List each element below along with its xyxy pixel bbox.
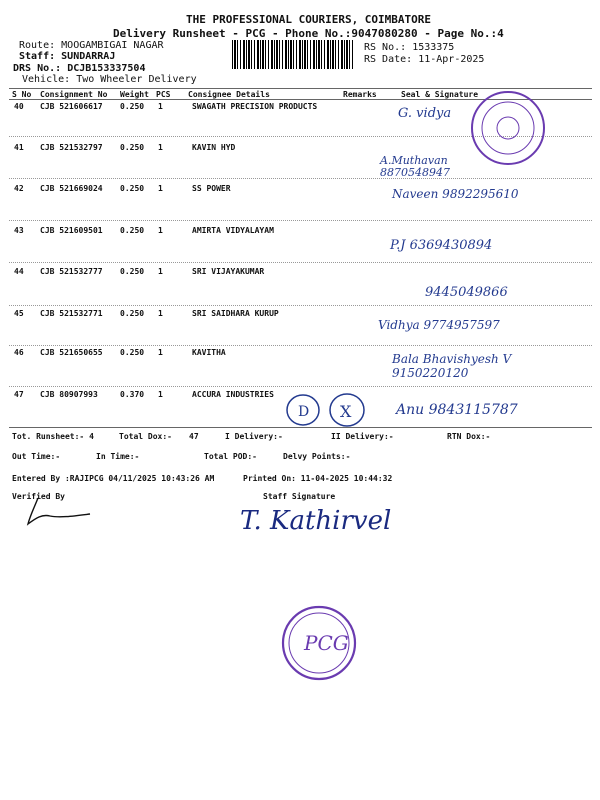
col-pcs: PCS [156,90,171,99]
row-consignee: ACCURA INDUSTRIES [192,390,274,399]
table-bottom-rule [9,427,592,428]
row-consignment: CJB 521532771 [40,309,103,318]
drs-label: DRS No.: [13,63,62,74]
svg-text:X: X [340,402,352,421]
in-time: In Time:- [96,452,140,461]
row-weight: 0.250 [120,309,145,318]
vehicle-label: Vehicle: [22,74,71,85]
col-consignment: Consignment No [40,90,108,99]
row-weight: 0.250 [120,184,145,193]
row-pcs: 1 [158,143,163,152]
row-sno: 47 [14,390,24,399]
row-divider [9,386,592,387]
drs-line [13,63,145,74]
i-delivery: I Delivery:- [225,432,283,441]
vehicle-value: Two Wheeler Delivery [76,74,197,85]
total-pod: Total POD:- [204,452,257,461]
row-consignment: CJB 521606617 [40,102,103,111]
rs-no-value: 1533375 [412,42,455,53]
row-sno: 40 [14,102,24,111]
row-sno: 42 [14,184,24,193]
col-weight: Weight [120,90,149,99]
row-pcs: 1 [158,390,163,399]
row-consignee: SS POWER [192,184,231,193]
delivery-seal-stamp [468,88,548,168]
row-sno: 43 [14,226,24,235]
row-consignment: CJB 521669024 [40,184,103,193]
staff-signature-hand: T. Kathirvel [240,506,392,536]
staff-value: SUNDARRAJ [61,51,116,62]
row-signature: 9445049866 [425,285,508,300]
row-weight: 0.250 [120,267,145,276]
row-consignment: CJB 521532777 [40,267,103,276]
drs-value: DCJB153337504 [67,63,146,74]
tot-runsheet: Tot. Runsheet:- 4 [12,432,94,441]
route-label: Route: [19,40,56,51]
total-dox-label: Total Dox:- [119,432,172,441]
entered-by: Entered By :RAJIPCG 04/11/2025 10:43:26 AM [12,474,215,483]
col-seal-signature: Seal & Signature [401,90,479,99]
col-sno: S No [12,90,32,99]
verified-signature-mark [24,496,94,528]
row-consignee: KAVIN HYD [192,143,236,152]
row-signature: Naveen 9892295610 [392,187,519,201]
row-pcs: 1 [158,226,163,235]
verified-by-label: Verified By [12,492,65,501]
row-sno: 44 [14,267,24,276]
row-consignment: CJB 80907993 [40,390,98,399]
row-divider [9,345,592,346]
circled-marks [285,392,375,428]
row-divider [9,220,592,221]
row-pcs: 1 [158,267,163,276]
row-signature: P.J 6369430894 [390,238,493,253]
row-consignee: SWAGATH PRECISION PRODUCTS [192,102,318,111]
row-weight: 0.250 [120,348,145,357]
company-name: THE PROFESSIONAL COURIERS, COIMBATORE [186,13,432,26]
vehicle-line [22,74,197,85]
row-pcs: 1 [158,348,163,357]
rs-no-label: RS No.: [364,42,407,53]
row-signature: Anu 9843115787 [396,402,518,418]
out-time: Out Time:- [12,452,61,461]
svg-text:D: D [298,404,310,420]
total-dox-value: 47 [189,432,199,441]
row-sno: 45 [14,309,24,318]
row-consignee: KAVITHA [192,348,226,357]
rs-date-line [364,54,484,65]
row-weight: 0.250 [120,143,145,152]
row-consignee: AMIRTA VIDYALAYAM [192,226,274,235]
col-consignee: Consignee Details [188,90,270,99]
staff-signature-label: Staff Signature [263,492,336,501]
row-signature: A.Muthavan 8870548947 [380,154,450,179]
row-sno: 46 [14,348,24,357]
row-consignment: CJB 521650655 [40,348,103,357]
row-sno: 41 [14,143,24,152]
row-consignment: CJB 521532797 [40,143,103,152]
row-pcs: 1 [158,184,163,193]
row-pcs: 1 [158,309,163,318]
route-line [19,40,164,51]
col-remarks: Remarks [343,90,377,99]
row-signature: Bala Bhavishyesh V 9150220120 [392,352,512,380]
row-consignment: CJB 521609501 [40,226,103,235]
row-divider [9,262,592,263]
row-pcs: 1 [158,102,163,111]
pcg-stamp [280,604,358,682]
route-value: MOOGAMBIGAI NAGAR [61,40,164,51]
rtn-dox: RTN Dox:- [447,432,491,441]
staff-label: Staff: [19,51,56,62]
row-divider [9,178,592,179]
row-weight: 0.250 [120,226,145,235]
runsheet-subtitle: Delivery Runsheet - PCG - Phone No.:9047080280 - Page No.:4 [113,27,504,40]
printed-on: Printed On: 11-04-2025 10:44:32 [243,474,393,483]
barcode [232,40,354,69]
delvy-points: Delvy Points:- [283,452,351,461]
row-signature: Vidhya 9774957597 [378,318,500,332]
ii-delivery: II Delivery:- [331,432,394,441]
row-signature: G. vidya [398,106,452,121]
staff-line [19,51,115,62]
rs-date-label: RS Date: [364,54,413,65]
rs-date-value: 11-Apr-2025 [418,54,485,65]
rs-no-line [364,42,454,53]
row-divider [9,305,592,306]
row-weight: 0.250 [120,102,145,111]
stamp-text: PCG [304,631,349,655]
row-consignee: SRI SAIDHARA KURUP [192,309,279,318]
row-weight: 0.370 [120,390,145,399]
row-consignee: SRI VIJAYAKUMAR [192,267,265,276]
